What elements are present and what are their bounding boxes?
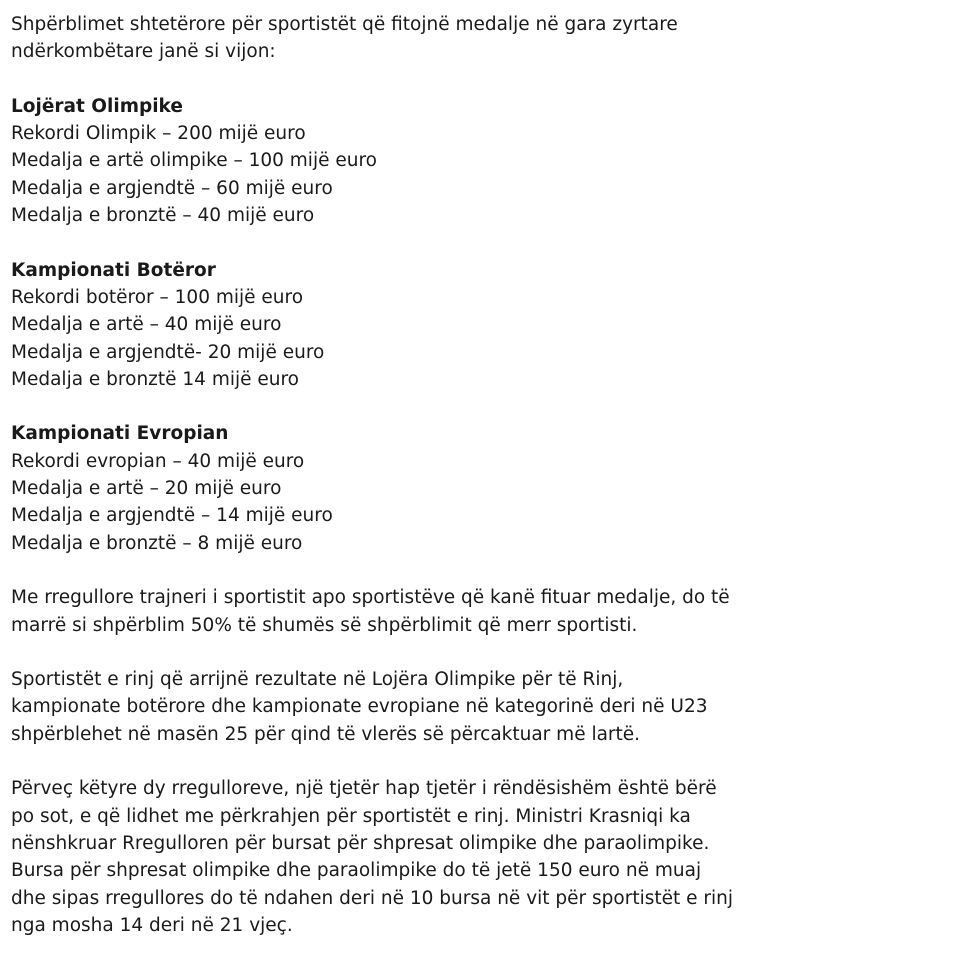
text-line: marrë si shpërblim 50% të shumës së shpërblimit që merr sportisti. (11, 614, 638, 636)
text-line: Përveç këtyre dy rregulloreve, një tjetër hap tjetër i rëndësishëm është bërë (11, 778, 717, 800)
reward-item: Medalja e artë – 40 mijë euro (11, 314, 282, 336)
reward-item: Medalja e argjendtë – 14 mijë euro (11, 505, 333, 527)
article-body (11, 11, 971, 966)
text-line: po sot, e që lidhet me përkrahjen për sportistët e rinj. Ministri Krasniqi ka (11, 805, 691, 827)
olympic-games-section (11, 93, 971, 229)
scholarship-paragraph (11, 775, 971, 939)
reward-item: Medalja e artë – 20 mijë euro (11, 478, 282, 500)
reward-item: Medalja e argjendtë – 60 mijë euro (11, 177, 333, 199)
reward-item: Medalja e bronztë 14 mijë euro (11, 368, 300, 390)
text-line: dhe sipas rregullores do të ndahen deri në 10 bursa në vit për sportistët e rinj (11, 887, 734, 909)
text-line: Sportistët e rinj që arrijnë rezultate në Lojëra Olimpike për të Rinj, (11, 669, 624, 691)
text-line: shpërblehet në masën 25 për qind të vlerës së përcaktuar më lartë. (11, 723, 641, 745)
text-line: nënshkruar Rregulloren për bursat për shpresat olimpike dhe paraolimpike. (11, 832, 710, 854)
reward-item: Medalja e argjendtë- 20 mijë euro (11, 341, 325, 363)
european-championship-section (11, 420, 971, 556)
reward-item: Medalja e bronztë – 40 mijë euro (11, 205, 315, 227)
reward-item: Rekordi botëror – 100 mijë euro (11, 286, 304, 308)
section-heading: Kampionati Evropian (11, 423, 229, 445)
text-line: nga mosha 14 deri në 21 vjeç. (11, 914, 293, 936)
reward-item: Rekordi evropian – 40 mijë euro (11, 450, 305, 472)
section-heading: Kampionati Botëror (11, 259, 216, 281)
young-athletes-paragraph (11, 666, 971, 748)
section-heading: Lojërat Olimpike (11, 95, 183, 117)
reward-item: Rekordi Olimpik – 200 mijë euro (11, 123, 306, 145)
intro-paragraph (11, 11, 971, 66)
text-line: Shpërblimet shtetërore për sportistët që fitojnë medalje në gara zyrtare (11, 14, 678, 35)
reward-item: Medalja e bronztë – 8 mijë euro (11, 532, 303, 554)
reward-item: Medalja e artë olimpike – 100 mijë euro (11, 150, 377, 172)
text-line: kampionate botërore dhe kampionate evropiane në kategorinë deri në U23 (11, 696, 708, 718)
text-line: ndërkombëtare janë si vijon: (11, 41, 276, 63)
text-line: Bursa për shpresat olimpike dhe paraolimpike do të jetë 150 euro në muaj (11, 860, 702, 882)
coach-reward-paragraph (11, 584, 971, 639)
text-line: Me rregullore trajneri i sportistit apo sportistëve që kanë fituar medalje, do të (11, 587, 730, 609)
world-championship-section (11, 257, 971, 393)
